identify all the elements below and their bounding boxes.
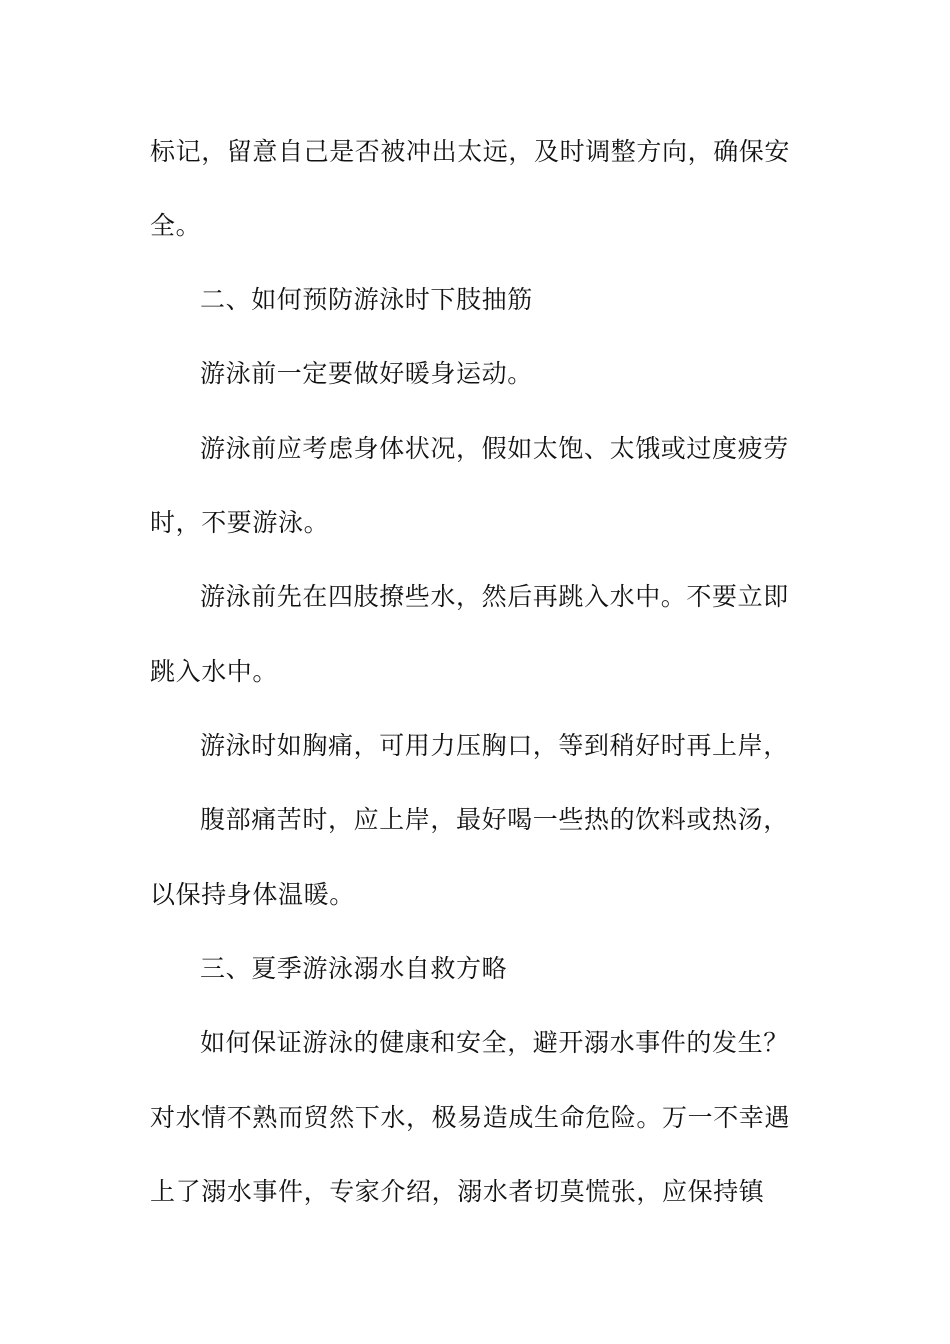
text-line: 时，不要游泳。 (150, 508, 330, 537)
text-line: 如何保证游泳的健康和安全，避开溺水事件的发生？ (200, 1028, 789, 1057)
text-line: 跳入水中。 (150, 657, 279, 686)
text-line: 游泳前一定要做好暖身运动。 (200, 359, 533, 388)
text-line: 上了溺水事件，专家介绍，溺水者切莫慌张，应保持镇 (150, 1177, 765, 1206)
text-line: 腹部痛苦时，应上岸，最好喝一些热的饮料或热汤， (200, 805, 789, 834)
section-heading: 二、如何预防游泳时下肢抽筋 (200, 285, 533, 314)
text-line: 标记，留意自己是否被冲出太远，及时调整方向，确保安 (150, 137, 791, 166)
text-line: 全。 (150, 211, 202, 240)
text-line: 以保持身体温暖。 (150, 880, 355, 909)
section-heading: 三、夏季游泳溺水自救方略 (200, 954, 508, 983)
text-line: 对水情不熟而贸然下水，极易造成生命危险。万一不幸遇 (150, 1103, 791, 1132)
text-line: 游泳时如胸痛，可用力压胸口，等到稍好时再上岸， (200, 731, 789, 760)
text-line: 游泳前应考虑身体状况，假如太饱、太饿或过度疲劳 (200, 434, 789, 463)
text-line: 游泳前先在四肢撩些水，然后再跳入水中。不要立即 (200, 582, 789, 611)
